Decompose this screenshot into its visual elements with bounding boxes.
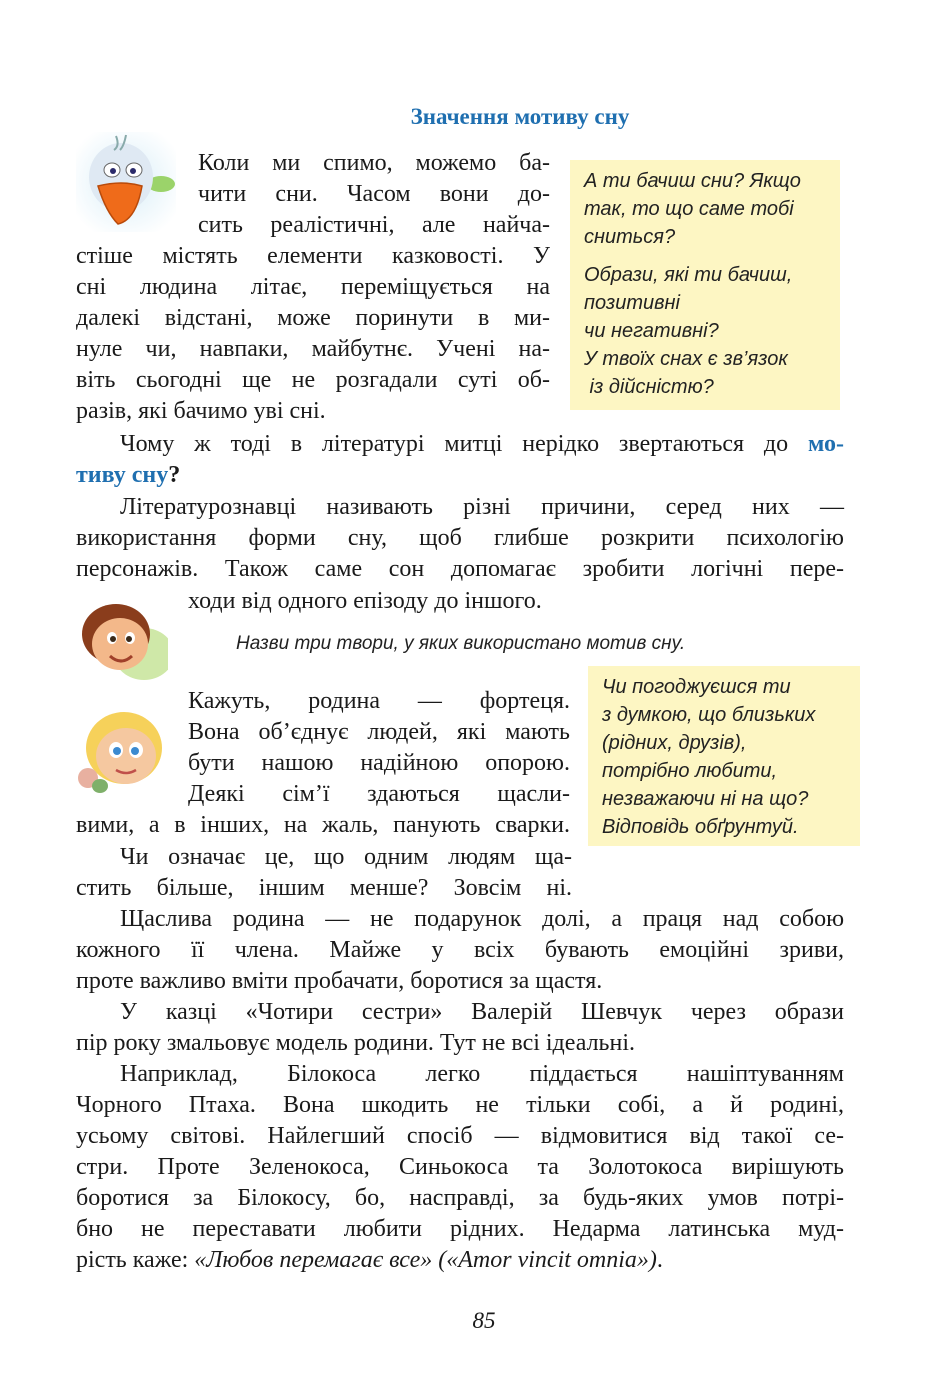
text-line: сить реалістичні, але найча-	[198, 212, 550, 238]
text-line: вими, а в інших, на жаль, панують сварки.	[76, 812, 570, 838]
text-fragment: Чому ж тоді в літературі митці нерідко звертаються до	[120, 431, 808, 457]
text-line: Вона об’єднує людей, які мають	[188, 719, 570, 745]
text-line	[76, 1245, 844, 1276]
text-line: Літературознавці називають різні причини, серед них —	[120, 494, 844, 520]
box-line: потрібно любити,	[602, 760, 778, 782]
text-line: Наприклад, Білокоса легко піддається нашіптуванням	[120, 1061, 844, 1087]
box-line: Чи погоджуєшся ти	[602, 676, 791, 698]
text-line: Чи означає це, що одним людям ща-	[120, 844, 572, 870]
text-line: проте важливо вміти пробачати, боротися за щастя.	[76, 968, 603, 994]
term-dream-motif: мо-	[807, 431, 844, 457]
box-line: чи негативні?	[584, 320, 719, 342]
quote-latin: («Amor vincit omnia»)	[432, 1247, 657, 1273]
bird-character-illustration	[76, 132, 176, 232]
text-line: боротися за Білокосу, бо, насправді, за будь-яких умов потрі-	[76, 1185, 844, 1211]
text-line: стить більше, іншим менше? Зовсім ні.	[76, 875, 572, 901]
box-line: незважаючи ні на що?	[602, 788, 809, 810]
box-line: так, то що саме тобі	[584, 198, 794, 220]
box-line: із дійсністю?	[584, 376, 714, 398]
box-line: У твоїх снах є зв’язок	[584, 348, 788, 370]
box-line: позитивні	[584, 292, 680, 314]
text-line: разів, які бачимо уві сні.	[76, 398, 326, 424]
page-number: 85	[472, 1308, 496, 1333]
text-line: Кажуть, родина — фортеця.	[188, 688, 570, 714]
text-line: пір року змальовує модель родини. Тут не всі ідеальні.	[76, 1030, 636, 1056]
blond-boy-illustration	[74, 700, 170, 794]
text-line: нуле чи, навпаки, майбутнє. Учені на-	[76, 336, 550, 362]
text-line: У казці «Чотири сестри» Валерій Шевчук через образи	[120, 999, 844, 1025]
text-line: стіше містять елементи казковості. У	[76, 243, 550, 269]
text-fragment: .	[656, 1247, 663, 1273]
text-line: Чорного Птаха. Вона шкодить не тільки собі, а й родині,	[76, 1092, 844, 1118]
boy-character-illustration	[74, 594, 168, 682]
task-instruction: Назви три твори, у яких використано мотив сну.	[236, 633, 686, 654]
box-line: А ти бачиш сни? Якщо	[584, 170, 801, 192]
text-line: Коли ми спимо, можемо ба-	[198, 150, 550, 176]
text-line: персонажів. Також саме сон допомагає зробити логічні пере-	[76, 556, 844, 582]
text-line: стри. Проте Зеленокоса, Синьокоса та Золотокоса вирішують	[76, 1154, 844, 1180]
text-line: Деякі сім’ї здаються щасли-	[188, 781, 570, 807]
box-line: Відповідь обґрунтуй.	[602, 816, 799, 838]
section-title: Значення мотиву сну	[410, 104, 630, 129]
text-fragment: ?	[168, 462, 181, 488]
text-line	[76, 460, 844, 491]
box-line: з думкою, що близьких	[602, 704, 816, 726]
text-line	[120, 429, 844, 460]
text-line: бно не переставати любити рідних. Недарма латинська муд-	[76, 1216, 844, 1242]
text-line: усьому світові. Найлегший спосіб — відмовитися від такої се-	[76, 1123, 844, 1149]
text-line: далекі відстані, може поринути в ми-	[76, 305, 550, 331]
box-line: сниться?	[584, 226, 676, 248]
quote-ukrainian: «Любов перемагає все»	[194, 1247, 433, 1273]
text-fragment: рість каже:	[76, 1247, 195, 1273]
text-line: чити сни. Часом вони до-	[198, 181, 550, 207]
box-line: Образи, які ти бачиш,	[584, 264, 793, 286]
text-line: віть сьогодні ще не розгадали суті об-	[76, 367, 550, 393]
question-box-family	[588, 666, 860, 846]
text-line: використання форми сну, щоб глибше розкрити психологію	[76, 525, 844, 551]
text-line: сні людина літає, переміщується на	[76, 274, 550, 300]
text-line: ходи від одного епізоду до іншого.	[188, 588, 542, 614]
text-line: Щаслива родина — не подарунок долі, а праця над собою	[120, 906, 844, 932]
text-line: бути нашою надійною опорою.	[188, 750, 570, 776]
term-dream-motif: тиву сну	[76, 462, 169, 488]
box-line: (рідних, друзів),	[602, 732, 747, 754]
text-line: кожного її члена. Майже у всіх бувають емоційні зриви,	[76, 937, 844, 963]
question-box-dreams	[570, 160, 840, 410]
